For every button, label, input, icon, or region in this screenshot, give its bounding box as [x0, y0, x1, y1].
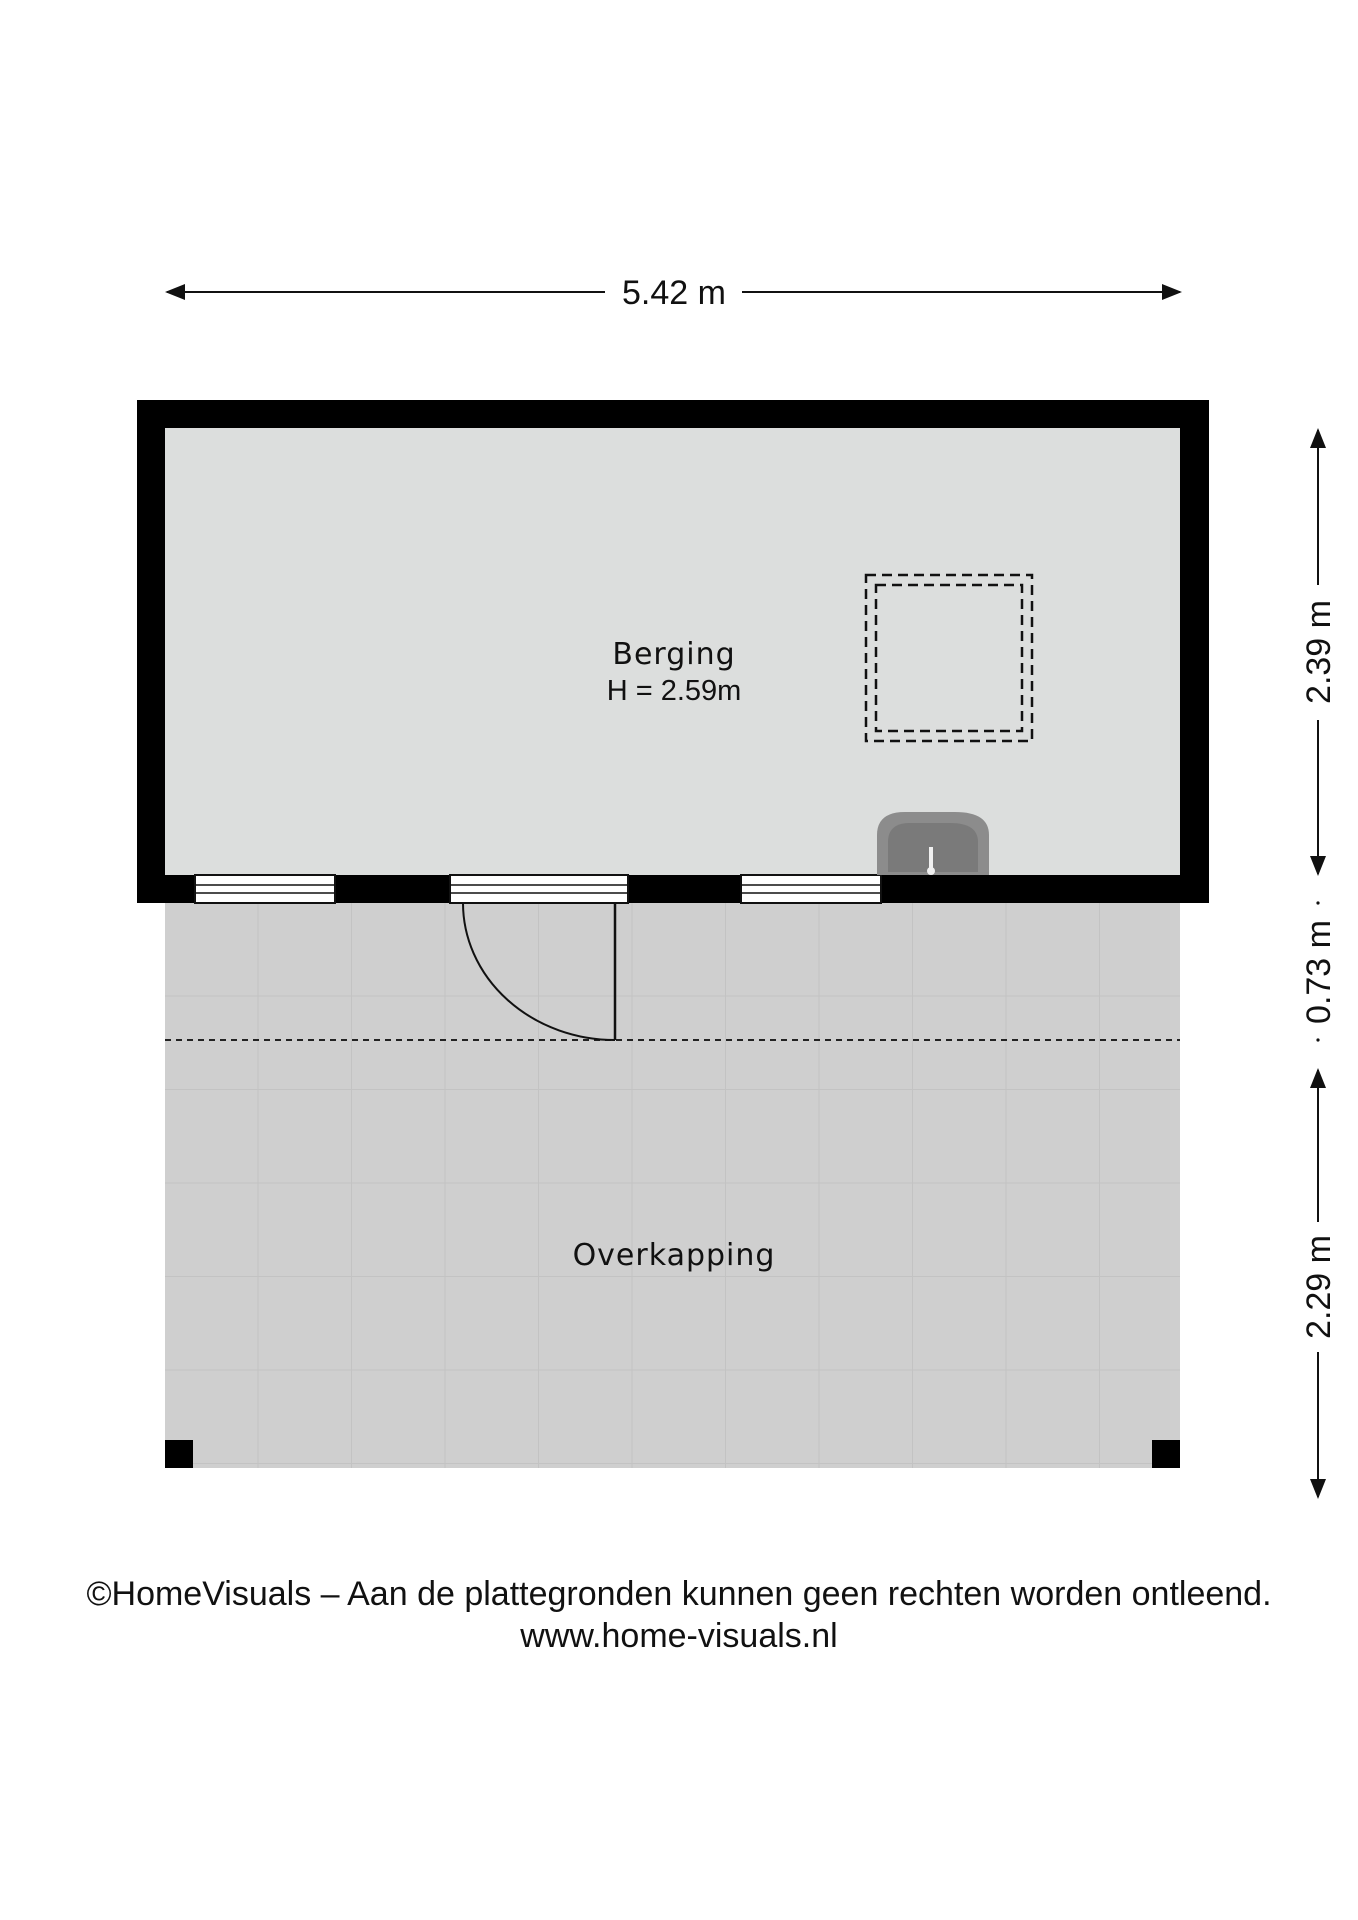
window-right [741, 875, 881, 903]
wall-bottom-segment [881, 875, 1209, 903]
wall-right [1180, 400, 1209, 903]
dimension-width [167, 274, 1180, 312]
footer [0, 1573, 1358, 1657]
sink-icon [877, 812, 989, 875]
room-label-berging: Berging [612, 637, 736, 672]
dimension-overkapping-height [1300, 1070, 1338, 1497]
ceiling-height-label: H = 2.59m [606, 675, 742, 707]
wall-bottom-segment [137, 875, 195, 903]
wall-bottom-segment [335, 875, 450, 903]
window-left [195, 875, 335, 903]
dimension-berging-height [1300, 430, 1338, 874]
wall-bottom-segment [628, 875, 741, 903]
dimension-width-label: 5.42 m [622, 274, 726, 312]
website-link[interactable]: www.home-visuals.nl [520, 1617, 838, 1655]
dimension-gap-height [1300, 901, 1338, 1041]
column-right [1152, 1440, 1180, 1468]
copyright-notice: ©HomeVisuals – Aan de plattegronden kunnen geen rechten worden ontleend. [86, 1575, 1272, 1613]
column-left [165, 1440, 193, 1468]
room-label-overkapping: Overkapping [572, 1238, 776, 1273]
wall-left [137, 400, 165, 903]
dimension-gap-height-label: 0.73 m [1300, 920, 1338, 1024]
wall-top [137, 400, 1209, 428]
overkapping-floor [165, 903, 1180, 1468]
dimension-overkapping-height-label: 2.29 m [1300, 1235, 1338, 1339]
dimension-berging-height-label: 2.39 m [1300, 600, 1338, 704]
